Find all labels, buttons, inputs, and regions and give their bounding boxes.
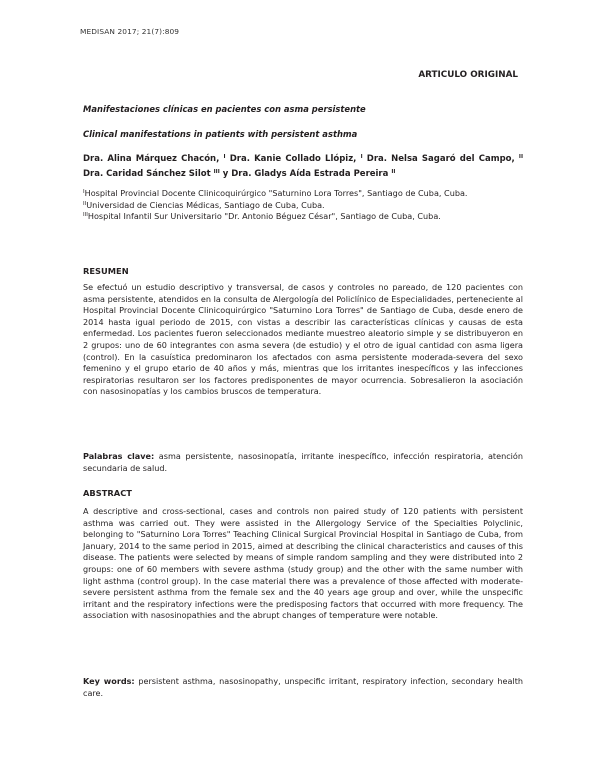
journal-citation: MEDISAN 2017; 21(7):809 xyxy=(80,27,180,36)
abstract-heading: ABSTRACT xyxy=(83,488,132,498)
affiliation-text: Hospital Infantil Sur Universitario "Dr. Antonio Béguez César", Santiago de Cuba, Cuba. xyxy=(87,211,441,222)
author-name: Dra. Alina Márquez Chacón, xyxy=(83,154,220,164)
palabras-clave-text: asma persistente, nasosinopatía, irritante inespecífico, infección respiratoria, atención secundaria de salud. xyxy=(83,451,523,473)
palabras-clave-label: Palabras clave: xyxy=(83,451,155,461)
resumen-body: Se efectuó un estudio descriptivo y transversal, de casos y controles no pareado, de 120 pacientes con asma persistente, atendidos en la consulta de Alergología del Policlínico de Especialidades, perteneciente al Hospital Provincial Docente Clinicoquirúrgico "Saturnino Lora Torres" de Santiago de Cuba, desde enero de 2014 hasta igual periodo de 2015, con vistas a describir las características clínicas y causas de esta enfermedad. Los pacientes fueron seleccionados mediante muestreo aleatorio simple y se distribuyeron en 2 grupos: uno de 60 integrantes con asma severa (de estudio) y el otro de igual cantidad con asma ligera (control). En la casuística predominaron los afectados con asma persistente moderada-severa del sexo femenino y el grupo etario de 40 años y más, mientras que los irritantes inespecíficos y las infecciones respiratorias resultaron ser los factores predisponentes de mayor ocurrencia. Sobresalieron la asociación con nasosinopatías y los cambios bruscos de temperatura. xyxy=(83,282,523,397)
author-name: Dra. Caridad Sánchez Silot xyxy=(83,168,211,179)
author-list xyxy=(83,152,523,181)
author-affiliation-mark: II xyxy=(391,168,396,175)
author-name: Dra. Nelsa Sagaró del Campo, xyxy=(366,154,515,164)
author-name: y Dra. Gladys Aída Estrada Pereira xyxy=(222,168,389,179)
affiliation-mark: II xyxy=(83,200,87,207)
author-name: Dra. Kanie Collado Llópiz, xyxy=(229,154,357,164)
author-affiliation-mark: III xyxy=(213,168,220,175)
author-affiliation-mark: I xyxy=(360,154,363,160)
affiliation-item xyxy=(83,188,523,200)
section-tag: ARTICULO ORIGINAL xyxy=(418,70,518,80)
key-words xyxy=(83,676,523,699)
author-affiliation-mark: I xyxy=(223,154,226,160)
palabras-clave xyxy=(83,451,523,474)
title-spanish: Manifestaciones clínicas en pacientes con asma persistente xyxy=(83,104,366,114)
key-words-text: persistent asthma, nasosinopathy, unspecific irritant, respiratory infection, secondary health care. xyxy=(83,676,523,698)
affiliations xyxy=(83,188,523,223)
affiliation-text: Universidad de Ciencias Médicas, Santiago de Cuba, Cuba. xyxy=(86,199,325,210)
abstract-body: A descriptive and cross-sectional, cases and controls non paired study of 120 patients with persistent asthma was carried out. They were assisted in the Allergology Service of the Specialties Polyclinic, belonging to "Saturnino Lora Torres" Teaching Clinical Surgical Provincial Hospital in Santiago de Cuba, from January, 2014 to the same period in 2015, aimed at describing the clinical characteristics and causes of this disease. The patients were selected by means of simple random sampling and they were distributed into 2 groups: one of 60 members with severe asthma (study group) and the other with the same number with light asthma (control group). In the case material there was a prevalence of those affected with moderate-severe persistent asthma from the female sex and the 40 years age group and over, while the unspecific irritant and the respiratory infections were the predisposing factors that occurred with more frequency. The association with nasosinopathies and the abrupt changes of temperature were notable. xyxy=(83,506,523,621)
affiliation-item xyxy=(83,200,523,212)
affiliation-item xyxy=(83,211,523,223)
resumen-heading: RESUMEN xyxy=(83,266,129,276)
affiliation-text: Hospital Provincial Docente Clinicoquirúrgico "Saturnino Lora Torres", Santiago de Cuba, Cuba. xyxy=(84,188,468,198)
key-words-label: Key words: xyxy=(83,676,135,686)
author-affiliation-mark: II xyxy=(518,154,523,160)
affiliation-mark: III xyxy=(83,212,88,219)
title-english: Clinical manifestations in patients with persistent asthma xyxy=(83,129,358,139)
affiliation-mark: I xyxy=(83,189,85,195)
